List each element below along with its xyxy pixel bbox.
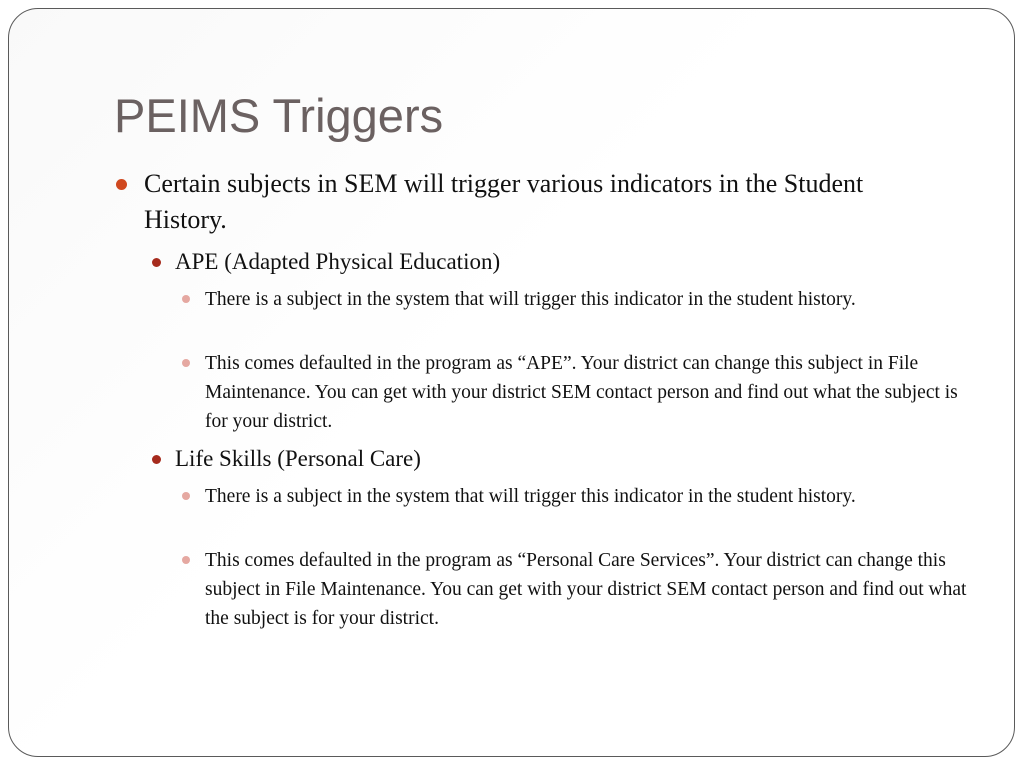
detail-bullet-ape-2-text: This comes defaulted in the program as “APE”. Your district can change this subject in File Maintenance. You can get with your district SEM contact person and find out what the subject is for your district. [205, 353, 958, 432]
detail-bullet-life-2-text: This comes defaulted in the program as “Personal Care Services”. Your district can change this subject in File Maintenance. You can get with your district SEM contact person and find out what the subject is for your district. [205, 550, 967, 629]
detail-bullet-dot-icon [182, 295, 190, 303]
detail-bullet-life-2 [180, 546, 975, 633]
sub-bullet-ape-text: APE (Adapted Physical Education) [175, 249, 501, 274]
sub-bullet-life-skills-text: Life Skills (Personal Care) [175, 446, 421, 471]
sub-bullet-life-skills [150, 443, 930, 475]
detail-bullet-ape-1 [180, 285, 955, 314]
detail-bullet-ape-2 [180, 349, 965, 436]
slide-title: PEIMS Triggers [114, 89, 444, 142]
sub-bullet-ape [150, 246, 930, 278]
detail-bullet-dot-icon [182, 359, 190, 367]
bullet-dot-icon [116, 179, 127, 190]
sub-bullet-dot-icon [152, 258, 161, 267]
detail-bullet-dot-icon [182, 556, 190, 564]
sub-bullet-dot-icon [152, 455, 161, 464]
bullet-main-text: Certain subjects in SEM will trigger various indicators in the Student History. [144, 169, 864, 234]
detail-bullet-dot-icon [182, 492, 190, 500]
bullet-main [116, 166, 896, 238]
detail-bullet-life-1-text: There is a subject in the system that will trigger this indicator in the student history. [205, 486, 856, 507]
detail-bullet-ape-1-text: There is a subject in the system that will trigger this indicator in the student history. [205, 289, 856, 310]
detail-bullet-life-1 [180, 482, 955, 511]
